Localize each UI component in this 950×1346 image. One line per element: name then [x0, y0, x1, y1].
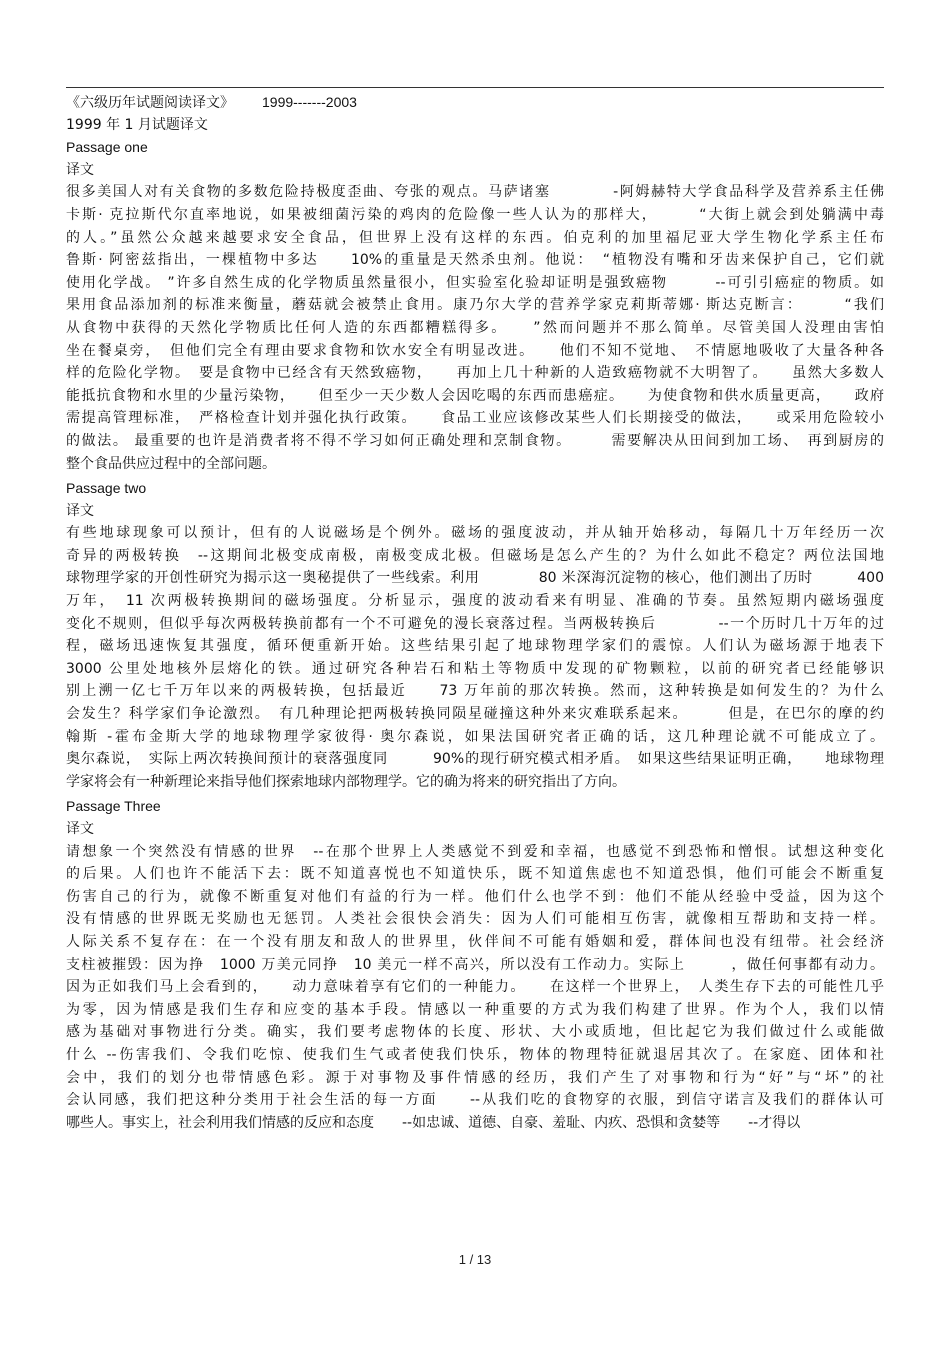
- body-text-line: 样的危险化学物。 要是食物中已经含有天然致癌物， 再加上几十种新的人造致癌物就不大明智了。 虽然大多数人: [66, 365, 884, 382]
- document-title-line: [66, 91, 884, 114]
- body-text-line: 从食物中获得的天然化学物质比任何人造的东西都糟糕得多。 ”然而问题并不那么简单。尽管美国人没理由害怕: [66, 319, 884, 336]
- body-text-line: 万年， 11 次两极转换期间的磁场强度。分析显示，强度的波动看来有明显、准确的节奏。虽然短期内磁场强度: [66, 593, 884, 610]
- body-text-line: 的人。”虽然公众越来越要求安全食品，但世界上没有这样的东西。伯克利的加里福尼亚大学生物化学系主任布: [66, 229, 884, 246]
- body-text-line: 支柱被摧毁：因为挣 1000 万美元同挣 10 美元一样不高兴，所以没有工作动力。实际上 ，做任何事都有动力。: [66, 956, 884, 973]
- page-indicator: 1 / 13: [458, 1252, 492, 1267]
- document-years: 1999-------2003: [262, 94, 357, 110]
- body-text-line: 坐在餐桌旁， 但他们完全有理由要求食物和饮水安全有明显改进。 他们不知不觉地、 不情愿地吸收了大量各种各: [66, 342, 884, 359]
- body-text-line: 程，磁场迅速恢复其强度，循环便重新开始。这些结果引起了地球物理学家们的震惊。人们认为磁场源于地表下: [66, 638, 884, 655]
- body-text-line: 会中，我们的划分也带情感色彩。源于对事物及事件情感的经历，我们产生了对事物和行为“好”与“坏”的社: [66, 1069, 884, 1086]
- passage-heading: Passage two: [66, 480, 147, 497]
- body-text-line: 很多美国人对有关食物的多数危险持极度歪曲、夸张的观点。马萨诸塞 -阿姆赫特大学食品科学及营养系主任佛: [66, 184, 884, 201]
- body-text-line: 哪些人。事实上，社会利用我们情感的反应和态度 --如忠诚、道德、自豪、羞耻、内疚、恐惧和贪婪等 --才得以: [66, 1114, 801, 1131]
- body-text-line: 卡斯· 克拉斯代尔直率地说，如果被细菌污染的鸡肉的危险像一些人认为的那样大， “大街上就会到处躺满中毒: [66, 206, 884, 223]
- body-text-line: 能抵抗食物和水里的少量污染物， 但至少一天少数人会因吃喝的东西而患癌症。 为使食物和供水质量更高， 政府: [66, 387, 884, 404]
- body-text-line: 奇异的两极转换 --这期间北极变成南极，南极变成北极。但磁场是怎么产生的？为什么如此不稳定？两位法国地: [66, 547, 884, 564]
- body-text-line: 奥尔森说， 实际上两次转换间预计的衰落强度同 90%的现行研究模式相矛盾。 如果这些结果证明正确， 地球物理: [66, 751, 884, 768]
- body-text-line: 什么 --伤害我们、令我们吃惊、使我们生气或者使我们快乐，物体的物理特征就退居其次了。在家庭、团体和社: [66, 1046, 884, 1063]
- body-text-line: 没有情感的世界既无奖励也无惩罚。人类社会很快会消失：因为人们可能相互伤害，就像相互帮助和支持一样。: [66, 911, 884, 928]
- body-text-line: 别上溯一亿七千万年以来的两极转换，包括最近 73 万年前的那次转换。然而，这种转换是如何发生的？为什么: [66, 683, 884, 700]
- body-text-line: 翰斯 -霍布金斯大学的地球物理学家彼得· 奥尔森说，如果法国研究者正确的话，这几种理论就不可能成立了。: [66, 728, 884, 745]
- body-text-line: 鲁斯· 阿密兹指出，一棵植物中多达 10%的重量是天然杀虫剂。他说： “植物没有嘴和牙齿来保护自己，它们就: [66, 252, 884, 269]
- body-text-line: 会发生？科学家们争论激烈。 有几种理论把两极转换同陨星碰撞这种外来灾难联系起来。 但是，在巴尔的摩的约: [66, 706, 884, 723]
- body-text-line: 学家将会有一种新理论来指导他们探索地球内部物理学。它的确为将来的研究指出了方向。: [66, 773, 626, 790]
- passage-section: [66, 136, 884, 475]
- translation-label: 译文: [66, 161, 94, 178]
- body-text-line: 伤害自己的行为，就像不断重复对他们有益的行为一样。他们什么也学不到：他们不能从经验中受益，因为这个: [66, 888, 884, 905]
- body-text-line: 请想象一个突然没有情感的世界 --在那个世界上人类感觉不到爱和幸福，也感觉不到恐怖和憎恨。试想这种变化: [66, 843, 884, 860]
- body-text-line: 的做法。 最重要的也许是消费者将不得不学习如何正确处理和烹制食物。 需要解决从田间到加工场、 再到厨房的: [66, 432, 884, 449]
- passage-heading: Passage Three: [66, 798, 161, 815]
- body-text-line: 3000 公里处地核外层熔化的铁。通过研究各种岩石和粘土等物质中发现的矿物颗粒，以前的研究者已经能够识: [66, 660, 884, 677]
- body-text-line: 果用食品添加剂的标准来衡量，蘑菇就会被禁止食用。康乃尔大学的营养学家克莉斯蒂娜· 斯达克断言： “我们: [66, 297, 884, 314]
- body-text-line: 为零，因为情感是我们生存和应变的基本手段。情感以一种重要的方式为我们构建了世界。作为个人，我们以情: [66, 1001, 884, 1018]
- body-text-line: 会认同感，我们把这种分类用于社会生活的每一方面 --从我们吃的食物穿的衣服，到信守诺言及我们的群体认可: [66, 1092, 884, 1109]
- body-text-line: 有些地球现象可以预计，但有的人说磁场是个例外。磁场的强度波动，并从轴开始移动，每隔几十万年经历一次: [66, 525, 884, 542]
- body-text-line: 人际关系不复存在：在一个没有朋友和敌人的世界里，伙伴间不可能有婚姻和爱，群体间也没有纽带。社会经济: [66, 933, 884, 950]
- passage-section: [66, 795, 884, 1134]
- body-text-line: 的后果。人们也许不能活下去：既不知道喜悦也不知道快乐，既不知道焦虑也不知道恐惧，他们可能会不断重复: [66, 866, 884, 883]
- body-text-line: 需提高管理标准， 严格检查计划并强化执行政策。 食品工业应该修改某些人们长期接受的做法， 或采用危险较小: [66, 410, 884, 427]
- passage-section: [66, 477, 884, 793]
- body-text-line: 整个食品供应过程中的全部问题。: [66, 455, 276, 472]
- translation-label: 译文: [66, 821, 94, 837]
- body-text-line: 球物理学家的开创性研究为揭示这一奥秘提供了一些线索。利用 80 米深海沉淀物的核心，他们测出了历时 400: [66, 570, 884, 587]
- document-body: [66, 91, 884, 1136]
- translation-label: 译文: [66, 502, 94, 519]
- document-title: 《六级历年试题阅读译文》: [66, 94, 234, 110]
- exam-title: 1999 年 1 月试题译文: [66, 116, 208, 133]
- body-text-line: 感为基础对事物进行分类。确实，我们要考虑物体的长度、形状、大小或质地，但比起它为我们做过什么或能做: [66, 1024, 884, 1041]
- passages-container: [66, 136, 884, 1134]
- body-text-line: 因为正如我们马上会看到的， 动力意味着享有它们的一种能力。 在这样一个世界上， 人类生存下去的可能性几乎: [66, 979, 884, 996]
- header-rule: [66, 87, 884, 88]
- body-text-line: 使用化学战。 ”许多自然生成的化学物质虽然量很小，但实验室化验却证明是强致癌物 --可引引癌症的物质。如: [66, 274, 884, 291]
- passage-heading: Passage one: [66, 139, 148, 156]
- body-text-line: 变化不规则，但似乎每次两极转换前都有一个不可避免的漫长衰落过程。当两极转换后 --一个历时几十万年的过: [66, 615, 884, 632]
